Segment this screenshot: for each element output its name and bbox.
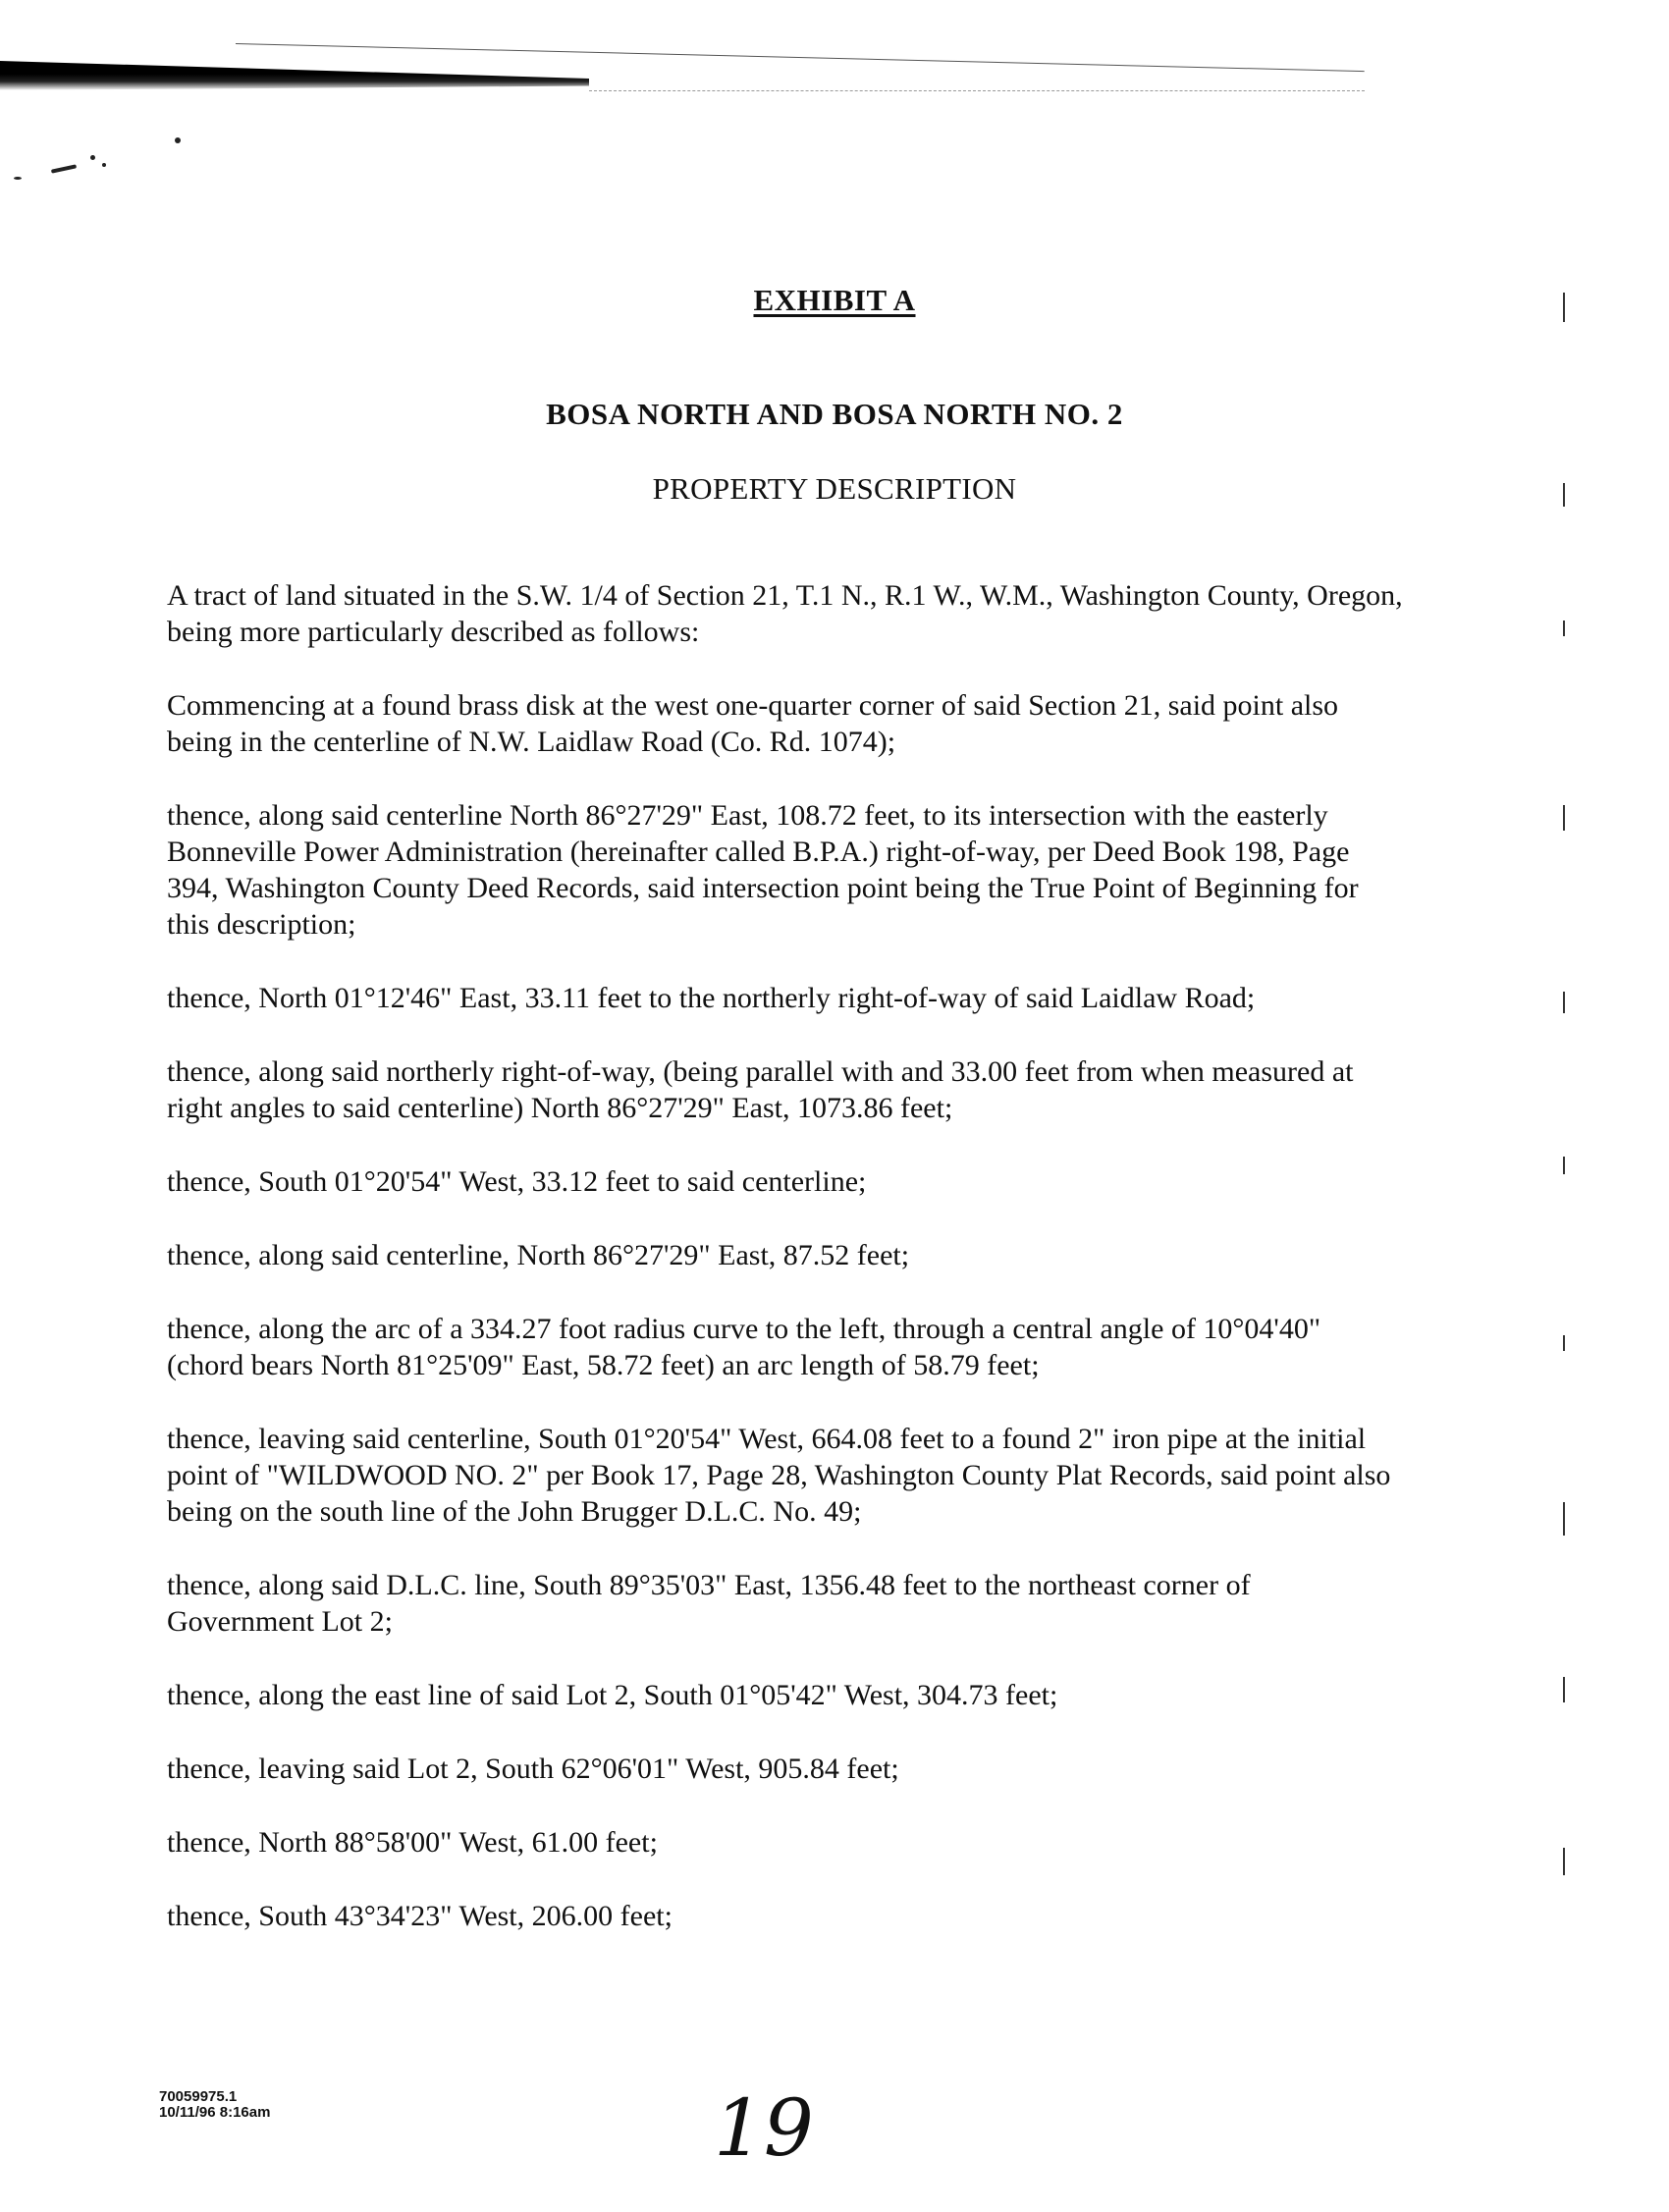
paragraph: thence, leaving said centerline, South 01°20'54" West, 664.08 feet to a found 2" iron pipe at the initial point of "WILDWOOD NO. 2" per Book 17, Page 28, Washington County Plat Records, said point also being on the south line of the John Brugger D.L.C. No. 49; <box>167 1423 1391 1528</box>
paragraph: A tract of land situated in the S.W. 1/4 of Section 21, T.1 N., R.1 W., W.M., Washington County, Oregon, being more particularly described as follows: <box>167 579 1403 648</box>
document-code <box>159 2089 270 2121</box>
scan-speck <box>175 137 181 143</box>
exhibit-heading: EXHIBIT A <box>753 283 916 317</box>
page-number: 19 <box>714 2082 814 2174</box>
paragraph: thence, along said centerline North 86°27'29" East, 108.72 feet, to its intersection with the easterly Bonneville Power Administration (hereinafter called B.P.A.) right-of-way, per Deed Book 198, Page 394, Washington County Deed Records, said intersection point being the True Point of Beginning for this description; <box>167 799 1359 941</box>
paragraph: thence, leaving said Lot 2, South 62°06'01" West, 905.84 feet; <box>167 1753 899 1785</box>
paragraph: thence, South 01°20'54" West, 33.12 feet to said centerline; <box>167 1165 867 1198</box>
paragraph: thence, along the east line of said Lot 2, South 01°05'42" West, 304.73 feet; <box>167 1679 1058 1711</box>
paragraph: thence, along said northerly right-of-way, (being parallel with and 33.00 feet from when measured at right angles to said centerline) North 86°27'29" East, 1073.86 feet; <box>167 1055 1354 1124</box>
margin-mark <box>1563 620 1565 636</box>
scan-speck <box>90 155 95 160</box>
scan-speck <box>51 164 77 173</box>
document-number: 70059975.1 <box>159 2088 238 2105</box>
scan-artifact-dashed-line <box>589 90 1365 91</box>
scan-speck <box>102 163 106 167</box>
margin-mark <box>1563 1502 1565 1536</box>
property-description-body <box>167 577 1404 1971</box>
document-subtitle: PROPERTY DESCRIPTION <box>652 471 1017 506</box>
margin-mark <box>1563 1157 1565 1174</box>
date-stamp: 10/11/96 8:16am <box>159 2104 271 2121</box>
paragraph: thence, along said centerline, North 86°27'29" East, 87.52 feet; <box>167 1239 910 1271</box>
paragraph: thence, North 01°12'46" East, 33.11 feet to the northerly right-of-way of said Laidlaw Road; <box>167 982 1256 1014</box>
document-title: BOSA NORTH AND BOSA NORTH NO. 2 <box>546 397 1123 431</box>
margin-mark <box>1563 805 1565 831</box>
scan-artifact-line <box>236 43 1365 72</box>
paragraph: thence, North 88°58'00" West, 61.00 feet; <box>167 1826 658 1859</box>
paragraph: thence, along said D.L.C. line, South 89°35'03" East, 1356.48 feet to the northeast corner of Government Lot 2; <box>167 1569 1251 1638</box>
scan-speck <box>14 177 22 180</box>
paragraph: thence, South 43°34'23" West, 206.00 feet; <box>167 1900 673 1932</box>
scan-artifact-bar <box>0 61 589 90</box>
margin-mark <box>1563 992 1565 1013</box>
margin-mark <box>1563 1677 1565 1702</box>
paragraph: thence, along the arc of a 334.27 foot radius curve to the left, through a central angle of 10°04'40" (chord bears North 81°25'09" East, 58.72 feet) an arc length of 58.79 feet; <box>167 1313 1321 1381</box>
paragraph: Commencing at a found brass disk at the west one-quarter corner of said Section 21, said point also being in the centerline of N.W. Laidlaw Road (Co. Rd. 1074); <box>167 689 1339 758</box>
margin-mark <box>1563 1848 1565 1875</box>
margin-mark <box>1563 1335 1565 1351</box>
